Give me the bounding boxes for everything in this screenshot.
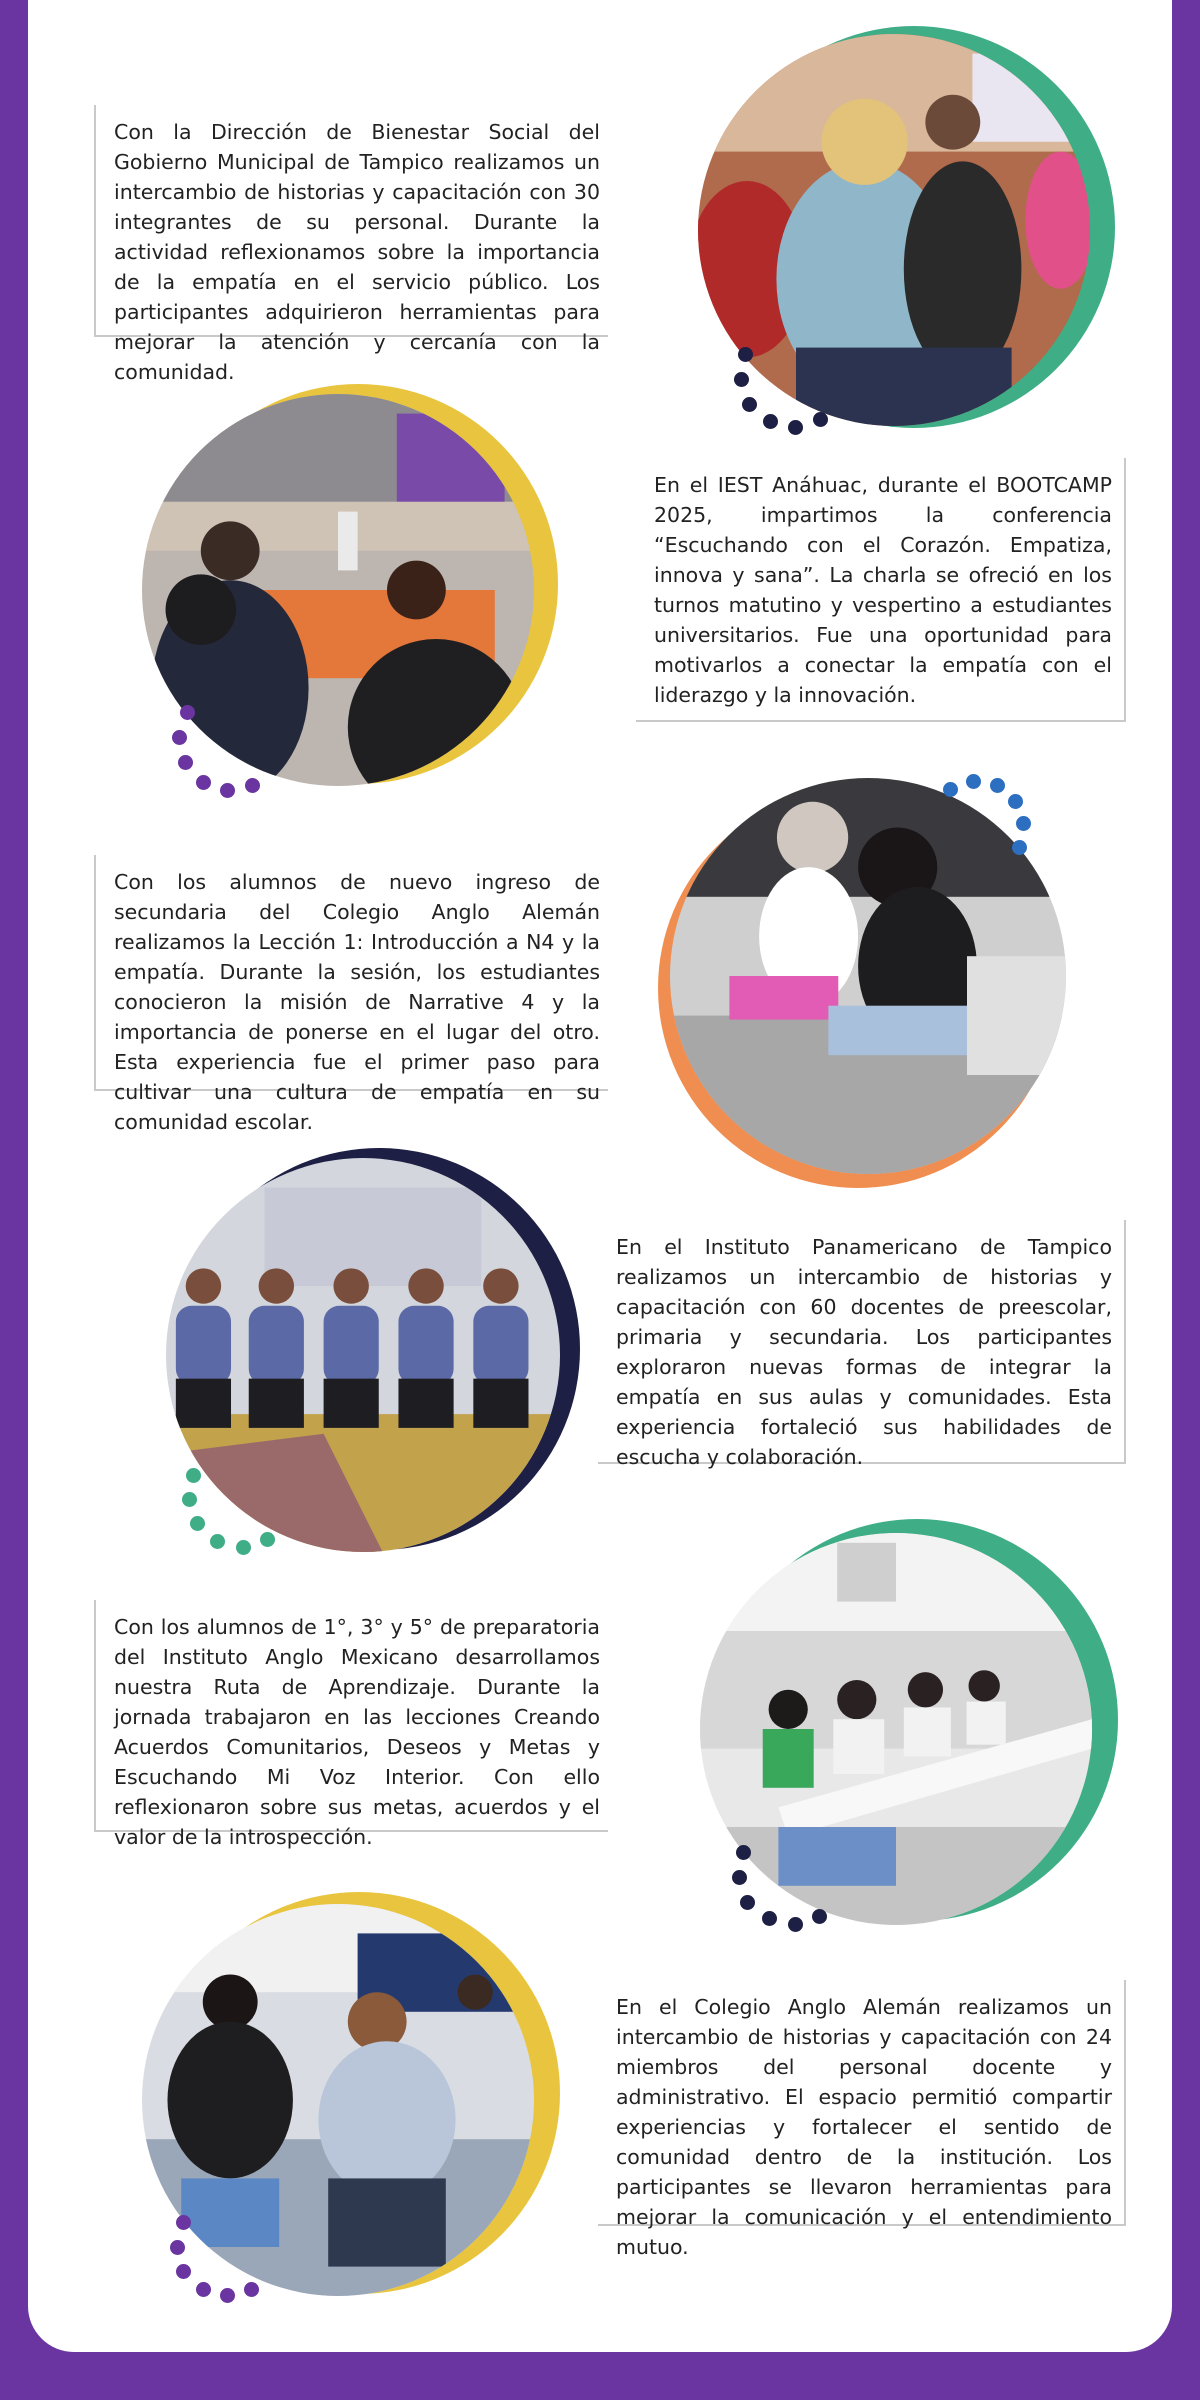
- decorative-dots-4: [138, 1140, 578, 1580]
- story-card-2: En el IEST Anáhuac, durante el BOOTCAMP 2025, impartimos la conferencia “Escuchando con el Corazón. Empatiza, innova y sana”. La charla se ofreció en los turnos matutino y vespertino a estudiantes universitarios. Fue una oportunidad para motivarlos a conectar la empatía con el liderazgo y la innovación.: [636, 458, 1126, 722]
- story-card-3: Con los alumnos de nuevo ingreso de secundaria del Colegio Anglo Alemán realizamos la Lección 1: Introducción a N4 y la empatía. Durante la sesión, los estudiantes conocieron la misión de Narrative 4 y la importancia de ponerse en el lugar del otro. Esta experiencia fue el primer paso para cultivar una cultura de empatía en su comunidad escolar.: [94, 855, 608, 1091]
- story-card-1: Con la Dirección de Bienestar Social del Gobierno Municipal de Tampico realizamos un intercambio de historias y capacitación con 30 integrantes de su personal. Durante la actividad reflexionamos sobre la importancia de la empatía en el servicio público. Los participantes adquirieron herramientas para mejorar la atención y cercanía con la comunidad.: [94, 105, 608, 337]
- decorative-dots-1: [688, 22, 1128, 442]
- photo-group-2: [118, 380, 558, 810]
- story-card-5: Con los alumnos de 1°, 3° y 5° de preparatoria del Instituto Anglo Mexicano desarrollamos nuestra Ruta de Aprendizaje. Durante la jornada trabajaron en las lecciones Creando Acuerdos Comunitarios, Deseos y Metas y Escuchando Mi Voz Interior. Con ello reflexionaron sobre sus metas, acuerdos y el valor de la introspección.: [94, 1600, 608, 1832]
- photo-group-1: [688, 22, 1128, 442]
- story-card-4: En el Instituto Panamericano de Tampico realizamos un intercambio de historias y capacitación con 60 docentes de preescolar, primaria y secundaria. Los participantes exploraron nuevas formas de integrar la empatía en sus aulas y comunidades. Esta experiencia fortaleció sus habilidades de escucha y colaboración.: [598, 1220, 1126, 1464]
- decorative-dots-6: [118, 1880, 558, 2320]
- photo-group-5: [688, 1515, 1128, 1955]
- photo-group-4: [138, 1140, 578, 1580]
- decorative-dots-2: [118, 380, 558, 810]
- story-card-6: En el Colegio Anglo Alemán realizamos un intercambio de historias y capacitación con 24 miembros del personal docente y administrativo. El espacio permitió compartir experiencias y fortalecer el sentido de comunidad dentro de la institución. Los participantes se llevaron herramientas para mejorar la comunicación y el entendimiento mutuo.: [598, 1980, 1126, 2226]
- decorative-dots-5: [688, 1515, 1128, 1955]
- page-canvas: [28, 0, 1172, 2352]
- decorative-dots-3: [658, 760, 1098, 1190]
- photo-group-3: [658, 760, 1098, 1190]
- photo-group-6: [118, 1880, 558, 2320]
